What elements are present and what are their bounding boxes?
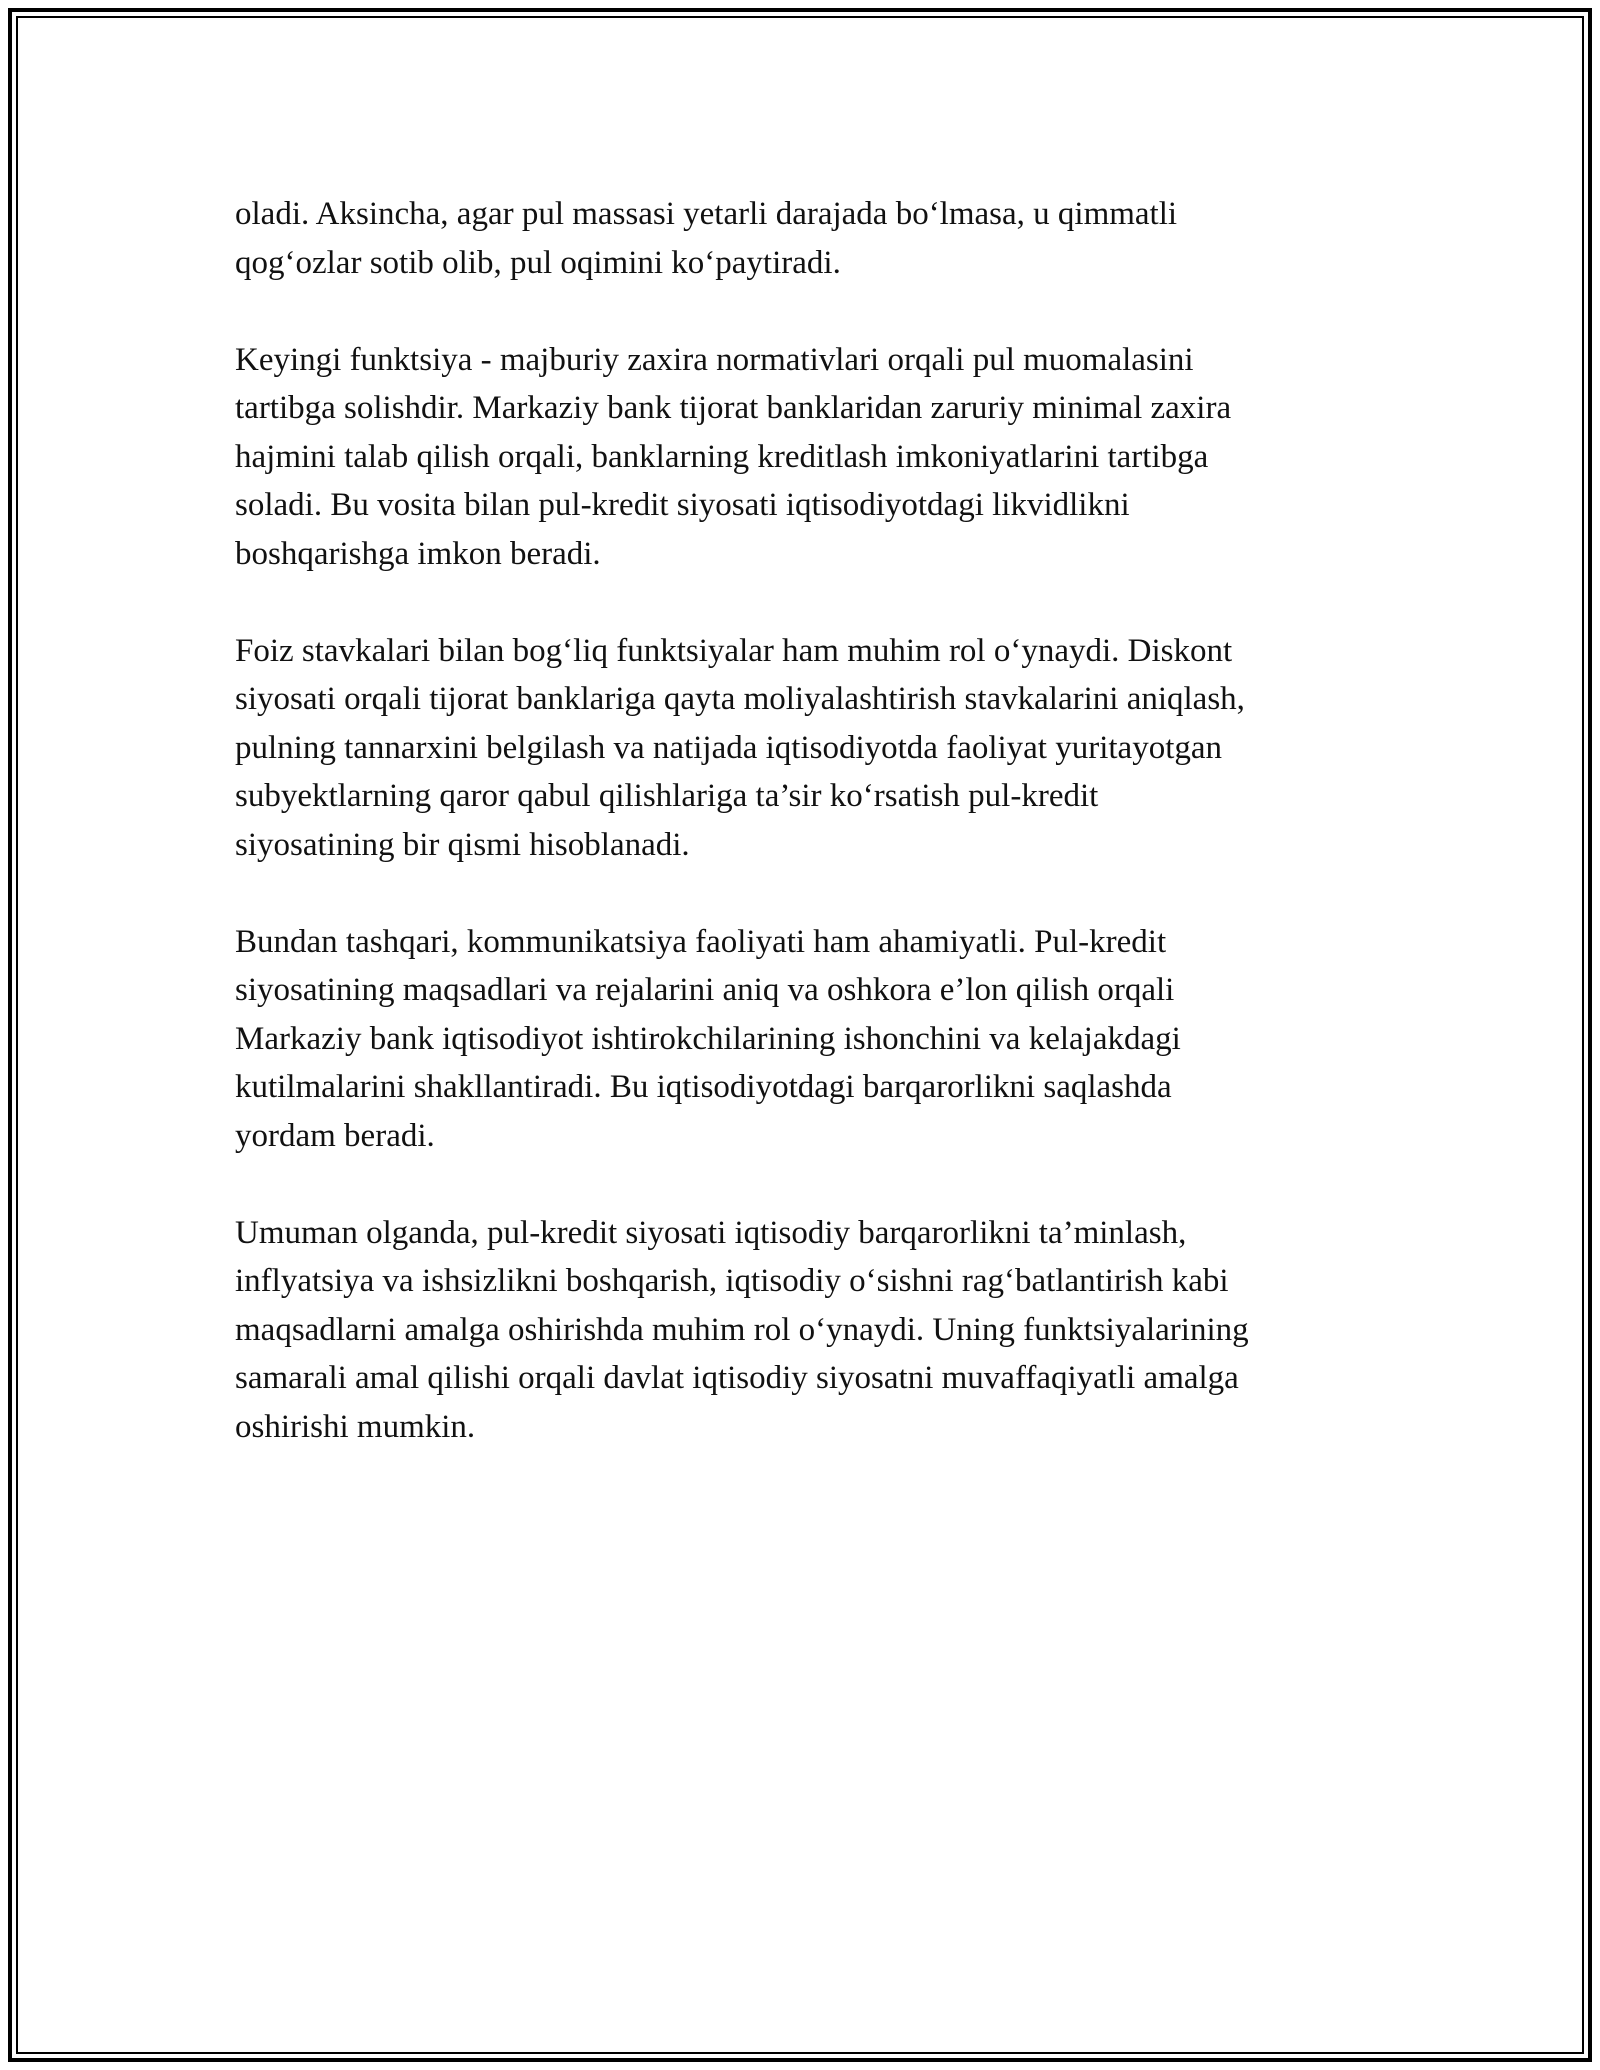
document-body (235, 190, 1375, 1451)
paragraph-4: Bundan tashqari, kommunikatsiya faoliyati ham ahamiyatli. Pul-kredit siyosatining maqsadlari va rejalarini aniq va oshkora e’lon qilish orqali Markaziy bank iqtisodiyot ishtirokchilarining ishonchini va kelajakdagi kutilmalarini shakllantiradi. Bu iqtisodiyotdagi barqarorlikni saqlashda yordam beradi. (235, 923, 1181, 1154)
paragraph-2: Keyingi funktsiya - majburiy zaxira normativlari orqali pul muomalasini tartibga solishdir. Markaziy bank tijorat banklaridan zaruriy minimal zaxira hajmini talab qilish orqali, banklarning kreditlash imkoniyatlarini tartibga soladi. Bu vosita bilan pul-kredit siyosati iqtisodiyotdagi likvidlikni boshqarishga imkon beradi. (235, 341, 1232, 572)
paragraph-1: oladi. Aksincha, agar pul massasi yetarli darajada bo‘lmasa, u qimmatli qog‘ozlar sotib olib, pul oqimini ko‘paytiradi. (235, 196, 1178, 281)
paragraph-5: Umuman olganda, pul-kredit siyosati iqtisodiy barqarorlikni ta’minlash, inflyatsiya va ishsizlikni boshqarish, iqtisodiy o‘sishni rag‘batlantirish kabi maqsadlarni amalga oshirishda muhim rol o‘ynaydi. Uning funktsiyalarining samarali amal qilishi orqali davlat iqtisodiy siyosatni muvaffaqiyatli amalga oshirishi mumkin. (235, 1214, 1249, 1445)
paragraph-3: Foiz stavkalari bilan bog‘liq funktsiyalar ham muhim rol o‘ynaydi. Diskont siyosati orqali tijorat banklariga qayta moliyalashtirish stavkalarini aniqlash, pulning tannarxini belgilash va natijada iqtisodiyotda faoliyat yuritayotgan subyektlarning qaror qabul qilishlariga ta’sir ko‘rsatish pul-kredit siyosatining bir qismi hisoblanadi. (235, 632, 1245, 863)
